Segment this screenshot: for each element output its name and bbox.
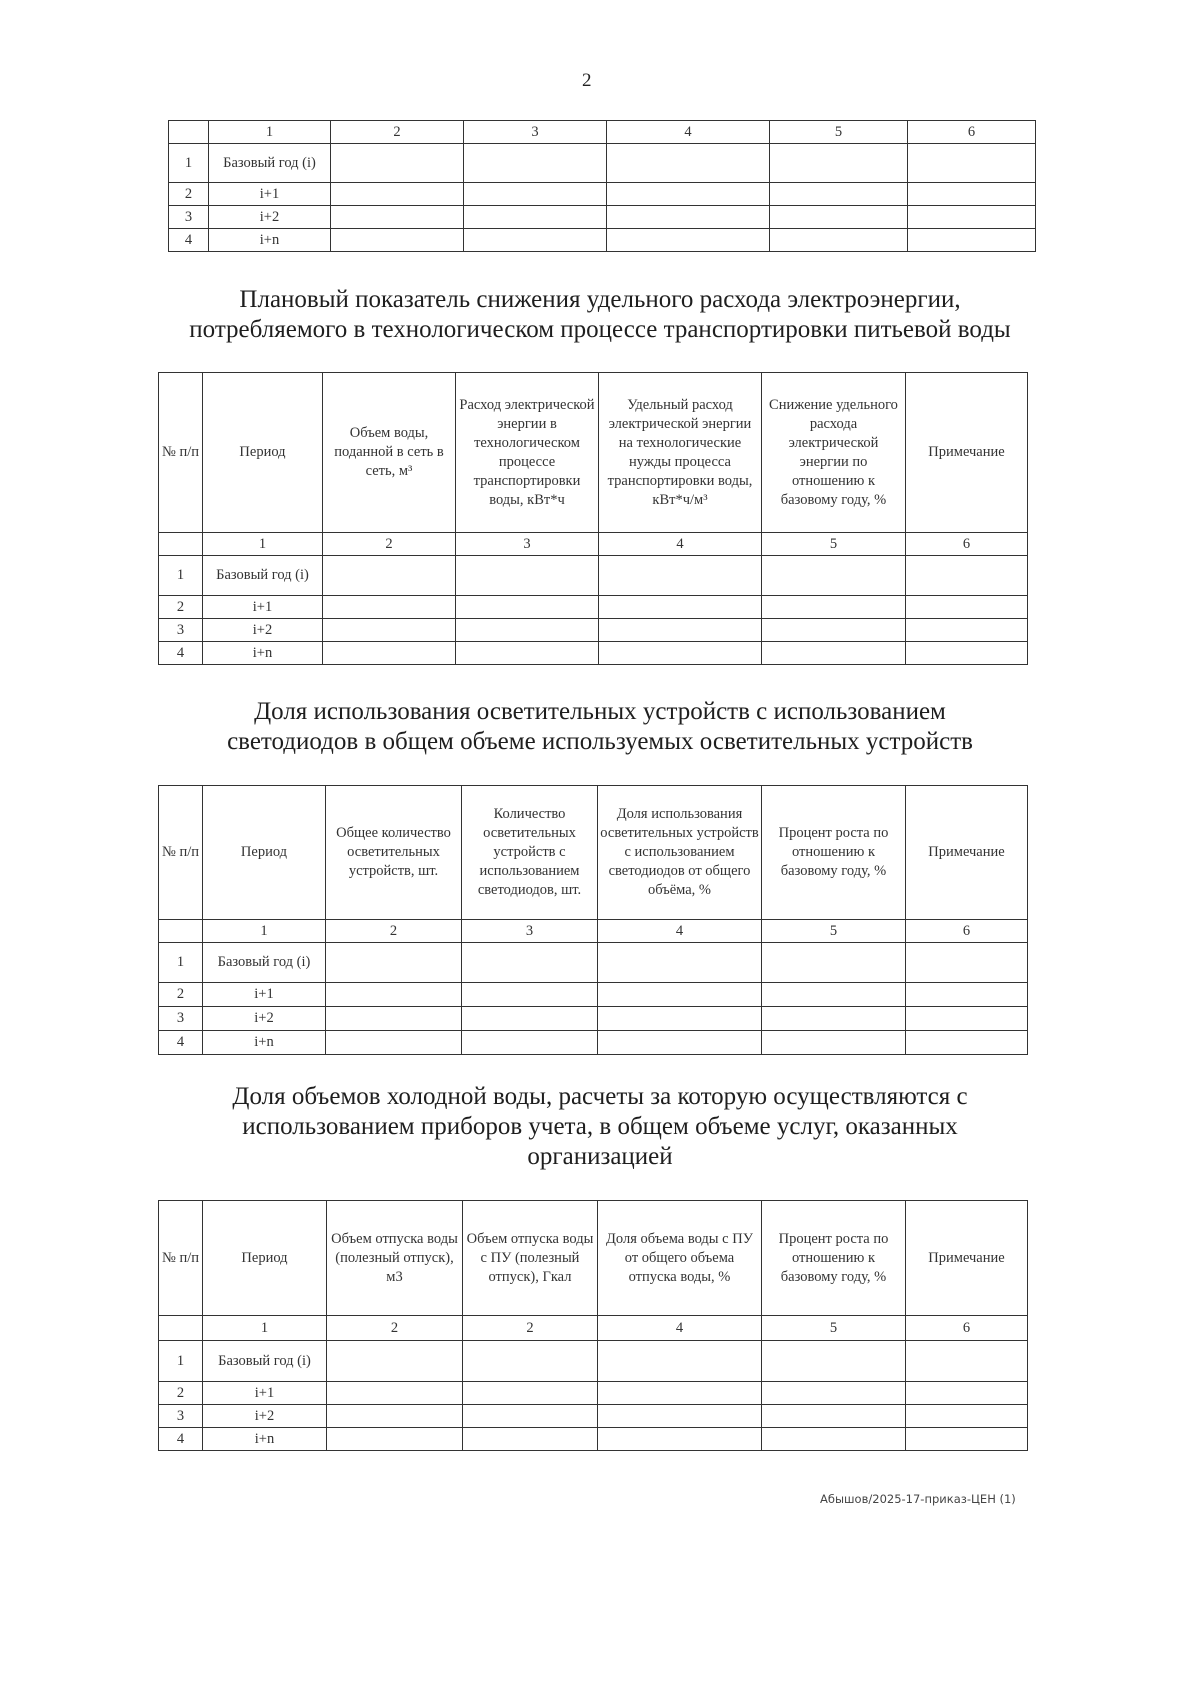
column-number: 4 bbox=[598, 920, 762, 943]
column-number: 2 bbox=[323, 533, 456, 556]
empty-cell bbox=[906, 943, 1028, 983]
row-number: 2 bbox=[169, 183, 209, 206]
section-title-line: организацией bbox=[527, 1143, 673, 1170]
empty-cell bbox=[462, 983, 598, 1007]
empty-cell bbox=[463, 1428, 598, 1451]
column-number bbox=[159, 533, 203, 556]
period-cell: Базовый год (i) bbox=[203, 556, 323, 596]
column-number: 4 bbox=[599, 533, 762, 556]
column-header: Общее количество осветительных устройств, шт. bbox=[326, 786, 462, 920]
empty-cell bbox=[906, 983, 1028, 1007]
indicator-table bbox=[168, 120, 1036, 252]
empty-cell bbox=[327, 1341, 463, 1382]
header-row bbox=[159, 1201, 1028, 1316]
empty-cell bbox=[462, 1031, 598, 1055]
column-number: 3 bbox=[464, 121, 607, 144]
empty-cell bbox=[598, 1031, 762, 1055]
empty-cell bbox=[770, 183, 908, 206]
table-row bbox=[159, 1007, 1028, 1031]
column-header: Количество осветительных устройств с использованием светодиодов, шт. bbox=[462, 786, 598, 920]
row-number: 3 bbox=[159, 1007, 203, 1031]
empty-cell bbox=[770, 206, 908, 229]
empty-cell bbox=[598, 983, 762, 1007]
empty-cell bbox=[326, 943, 462, 983]
table-row bbox=[169, 206, 1036, 229]
table-row bbox=[159, 943, 1028, 983]
empty-cell bbox=[323, 556, 456, 596]
empty-cell bbox=[599, 642, 762, 665]
empty-cell bbox=[762, 1341, 906, 1382]
empty-cell bbox=[762, 983, 906, 1007]
period-cell: i+2 bbox=[203, 1007, 326, 1031]
empty-cell bbox=[327, 1405, 463, 1428]
empty-cell bbox=[463, 1382, 598, 1405]
column-header: Период bbox=[203, 786, 326, 920]
row-number: 4 bbox=[159, 1031, 203, 1055]
empty-cell bbox=[323, 619, 456, 642]
empty-cell bbox=[607, 229, 770, 252]
empty-cell bbox=[906, 1007, 1028, 1031]
header-row bbox=[159, 786, 1028, 920]
column-number-row bbox=[159, 920, 1028, 943]
column-number: 4 bbox=[598, 1316, 762, 1341]
period-cell: i+2 bbox=[203, 619, 323, 642]
column-header: Удельный расход электрической энергии на технологические нужды процесса транспортировки воды, кВт*ч/м³ bbox=[599, 373, 762, 533]
period-cell: i+n bbox=[203, 1031, 326, 1055]
column-number: 1 bbox=[203, 533, 323, 556]
row-number: 2 bbox=[159, 596, 203, 619]
row-number: 1 bbox=[159, 556, 203, 596]
column-header: Примечание bbox=[906, 1201, 1028, 1316]
column-number bbox=[169, 121, 209, 144]
empty-cell bbox=[326, 1031, 462, 1055]
empty-cell bbox=[762, 619, 906, 642]
row-number: 4 bbox=[159, 642, 203, 665]
column-number bbox=[159, 920, 203, 943]
row-number: 3 bbox=[169, 206, 209, 229]
column-number: 1 bbox=[209, 121, 331, 144]
empty-cell bbox=[456, 642, 599, 665]
column-number: 5 bbox=[762, 1316, 906, 1341]
row-number: 2 bbox=[159, 1382, 203, 1405]
empty-cell bbox=[456, 556, 599, 596]
empty-cell bbox=[331, 144, 464, 183]
column-number: 6 bbox=[906, 920, 1028, 943]
empty-cell bbox=[762, 943, 906, 983]
column-number: 6 bbox=[906, 533, 1028, 556]
empty-cell bbox=[908, 206, 1036, 229]
column-number: 4 bbox=[607, 121, 770, 144]
section-title bbox=[100, 697, 1100, 757]
empty-cell bbox=[908, 183, 1036, 206]
empty-cell bbox=[770, 229, 908, 252]
table-row bbox=[159, 619, 1028, 642]
empty-cell bbox=[906, 1382, 1028, 1405]
empty-cell bbox=[462, 943, 598, 983]
empty-cell bbox=[906, 556, 1028, 596]
empty-cell bbox=[607, 206, 770, 229]
empty-cell bbox=[906, 1031, 1028, 1055]
empty-cell bbox=[323, 642, 456, 665]
empty-cell bbox=[762, 1031, 906, 1055]
empty-cell bbox=[463, 1341, 598, 1382]
period-cell: i+2 bbox=[209, 206, 331, 229]
section-title-line: Плановый показатель снижения удельного расхода электроэнергии, bbox=[239, 286, 961, 313]
empty-cell bbox=[906, 619, 1028, 642]
row-number: 2 bbox=[159, 983, 203, 1007]
empty-cell bbox=[464, 144, 607, 183]
column-number: 2 bbox=[326, 920, 462, 943]
empty-cell bbox=[598, 1007, 762, 1031]
column-number: 6 bbox=[908, 121, 1036, 144]
row-number: 1 bbox=[169, 144, 209, 183]
table-row bbox=[159, 1428, 1028, 1451]
empty-cell bbox=[323, 596, 456, 619]
empty-cell bbox=[331, 229, 464, 252]
section-title bbox=[100, 1082, 1100, 1172]
column-header: Примечание bbox=[906, 786, 1028, 920]
empty-cell bbox=[598, 943, 762, 983]
empty-cell bbox=[762, 556, 906, 596]
column-number: 5 bbox=[762, 533, 906, 556]
empty-cell bbox=[456, 619, 599, 642]
period-cell: Базовый год (i) bbox=[203, 1341, 327, 1382]
empty-cell bbox=[327, 1428, 463, 1451]
row-number: 1 bbox=[159, 943, 203, 983]
empty-cell bbox=[908, 144, 1036, 183]
period-cell: i+1 bbox=[203, 983, 326, 1007]
empty-cell bbox=[762, 1007, 906, 1031]
period-cell: Базовый год (i) bbox=[203, 943, 326, 983]
header-row bbox=[159, 373, 1028, 533]
row-number: 1 bbox=[159, 1341, 203, 1382]
column-number: 3 bbox=[462, 920, 598, 943]
empty-cell bbox=[327, 1382, 463, 1405]
empty-cell bbox=[770, 144, 908, 183]
indicator-table bbox=[158, 1200, 1028, 1451]
row-number: 3 bbox=[159, 1405, 203, 1428]
empty-cell bbox=[762, 1428, 906, 1451]
section-title-line: потребляемого в технологическом процессе транспортировки питьевой воды bbox=[189, 316, 1011, 343]
table-row bbox=[159, 1382, 1028, 1405]
indicator-table bbox=[158, 785, 1028, 1055]
period-cell: Базовый год (i) bbox=[209, 144, 331, 183]
empty-cell bbox=[463, 1405, 598, 1428]
column-header: Доля использования осветительных устройств с использованием светодиодов от общего объёма, % bbox=[598, 786, 762, 920]
empty-cell bbox=[598, 1341, 762, 1382]
section-title-line: Доля использования осветительных устройств с использованием bbox=[254, 698, 946, 725]
empty-cell bbox=[464, 183, 607, 206]
column-number: 2 bbox=[463, 1316, 598, 1341]
column-header: Объем отпуска воды с ПУ (полезный отпуск), Гкал bbox=[463, 1201, 598, 1316]
column-number-row bbox=[159, 533, 1028, 556]
table-row bbox=[169, 183, 1036, 206]
column-number: 2 bbox=[327, 1316, 463, 1341]
column-number bbox=[159, 1316, 203, 1341]
empty-cell bbox=[762, 1405, 906, 1428]
column-header: Снижение удельного расхода электрической энергии по отношению к базовому году, % bbox=[762, 373, 906, 533]
row-number: 4 bbox=[159, 1428, 203, 1451]
column-header: № п/п bbox=[159, 1201, 203, 1316]
row-number: 4 bbox=[169, 229, 209, 252]
column-number: 5 bbox=[770, 121, 908, 144]
table-row bbox=[169, 144, 1036, 183]
column-number: 1 bbox=[203, 920, 326, 943]
footer-reference: Абышов/2025-17-приказ-ЦЕН (1) bbox=[820, 1492, 1016, 1506]
empty-cell bbox=[456, 596, 599, 619]
section-title-line: использованием приборов учета, в общем объеме услуг, оказанных bbox=[242, 1113, 958, 1140]
empty-cell bbox=[326, 1007, 462, 1031]
period-cell: i+1 bbox=[209, 183, 331, 206]
empty-cell bbox=[607, 183, 770, 206]
period-cell: i+2 bbox=[203, 1405, 327, 1428]
column-number: 6 bbox=[906, 1316, 1028, 1341]
column-header: Примечание bbox=[906, 373, 1028, 533]
empty-cell bbox=[906, 1341, 1028, 1382]
empty-cell bbox=[331, 206, 464, 229]
table-row bbox=[159, 556, 1028, 596]
table-row bbox=[159, 983, 1028, 1007]
empty-cell bbox=[762, 1382, 906, 1405]
column-number: 3 bbox=[456, 533, 599, 556]
empty-cell bbox=[906, 1405, 1028, 1428]
empty-cell bbox=[462, 1007, 598, 1031]
empty-cell bbox=[331, 183, 464, 206]
period-cell: i+n bbox=[209, 229, 331, 252]
empty-cell bbox=[464, 206, 607, 229]
empty-cell bbox=[906, 642, 1028, 665]
indicator-table bbox=[158, 372, 1028, 665]
column-header: Расход электрической энергии в технологическом процессе транспортировки воды, кВт*ч bbox=[456, 373, 599, 533]
period-cell: i+1 bbox=[203, 1382, 327, 1405]
table-row bbox=[159, 1405, 1028, 1428]
period-cell: i+1 bbox=[203, 596, 323, 619]
empty-cell bbox=[762, 596, 906, 619]
section-title-line: светодиодов в общем объеме используемых осветительных устройств bbox=[227, 728, 973, 755]
column-number-row bbox=[159, 1316, 1028, 1341]
empty-cell bbox=[599, 619, 762, 642]
column-header: Период bbox=[203, 373, 323, 533]
column-header: Период bbox=[203, 1201, 327, 1316]
column-header: Процент роста по отношению к базовому году, % bbox=[762, 786, 906, 920]
column-number: 5 bbox=[762, 920, 906, 943]
empty-cell bbox=[906, 596, 1028, 619]
section-title-line: Доля объемов холодной воды, расчеты за которую осуществляются с bbox=[232, 1083, 968, 1110]
table-row bbox=[159, 596, 1028, 619]
column-header: Доля объема воды с ПУ от общего объема отпуска воды, % bbox=[598, 1201, 762, 1316]
column-number-row bbox=[169, 121, 1036, 144]
period-cell: i+n bbox=[203, 1428, 327, 1451]
column-header: Объем воды, поданной в сеть в сеть, м³ bbox=[323, 373, 456, 533]
empty-cell bbox=[762, 642, 906, 665]
table-row bbox=[169, 229, 1036, 252]
empty-cell bbox=[607, 144, 770, 183]
column-number: 2 bbox=[331, 121, 464, 144]
column-header: № п/п bbox=[159, 786, 203, 920]
table-row bbox=[159, 642, 1028, 665]
table-row bbox=[159, 1341, 1028, 1382]
section-title bbox=[100, 285, 1100, 345]
page-number: 2 bbox=[582, 70, 592, 91]
empty-cell bbox=[464, 229, 607, 252]
empty-cell bbox=[326, 983, 462, 1007]
column-header: Процент роста по отношению к базовому году, % bbox=[762, 1201, 906, 1316]
empty-cell bbox=[598, 1428, 762, 1451]
table-row bbox=[159, 1031, 1028, 1055]
empty-cell bbox=[599, 556, 762, 596]
empty-cell bbox=[598, 1382, 762, 1405]
row-number: 3 bbox=[159, 619, 203, 642]
column-header: Объем отпуска воды (полезный отпуск), м3 bbox=[327, 1201, 463, 1316]
empty-cell bbox=[598, 1405, 762, 1428]
empty-cell bbox=[908, 229, 1036, 252]
column-header: № п/п bbox=[159, 373, 203, 533]
empty-cell bbox=[599, 596, 762, 619]
period-cell: i+n bbox=[203, 642, 323, 665]
column-number: 1 bbox=[203, 1316, 327, 1341]
empty-cell bbox=[906, 1428, 1028, 1451]
